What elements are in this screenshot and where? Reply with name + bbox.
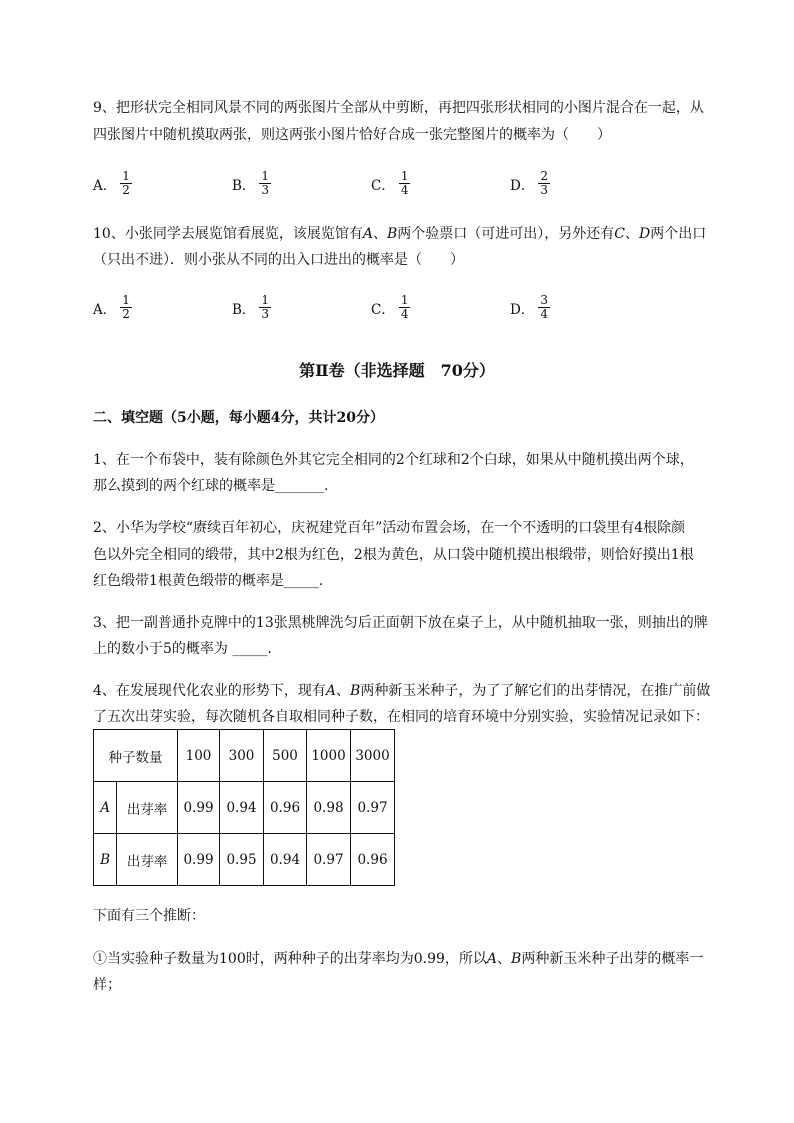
- q9-option-a[interactable]: [93, 170, 132, 197]
- table-cell: 0.97: [307, 834, 351, 886]
- f4-line-1: 4、在发展现代化农业的形势下，现有A、B两种新玉米种子，为了了解它们的出芽情况，在推广前做: [93, 683, 711, 699]
- germination-table: [93, 729, 395, 886]
- table-cell: 0.96: [351, 834, 395, 886]
- q9-option-d[interactable]: [510, 170, 550, 197]
- q10-line-2: （只出不进）．则小张从不同的出入口进出的概率是（ ）: [93, 252, 464, 268]
- table-cell: 0.95: [220, 834, 264, 886]
- q9-line-2: 四张图片中随机摸取两张，则这两张小图片恰好合成一张完整图片的概率为（ ）: [93, 127, 611, 143]
- fraction: $\frac{1}{4}$: [400, 169, 409, 197]
- table-cell: 0.99: [178, 782, 220, 834]
- table-cell: 500: [264, 730, 307, 782]
- table-cell: 出芽率: [117, 834, 178, 886]
- table-cell: 0.94: [264, 834, 307, 886]
- q10-line-1: 10、小张同学去展览馆看展览，该展览馆有A、B两个验票口（可进可出），另外还有C、D两个出口: [93, 226, 707, 242]
- f3-line-1: 3、把一副普通扑克牌中的13张黑桃牌洗匀后正面朝下放在桌子上，从中随机抽取一张，则抽出的牌: [93, 615, 708, 631]
- table-cell: 0.99: [178, 834, 220, 886]
- option-label: A．: [93, 177, 117, 194]
- table-cell: 100: [178, 730, 220, 782]
- q9-line-1: 9、把形状完全相同风景不同的两张图片全部从中剪断，再把四张形状相同的小图片混合在一起，从: [93, 100, 704, 116]
- fraction: $\frac{3}{4}$: [540, 293, 548, 321]
- f2-line-1: 2、小华为学校“赓续百年初心，庆祝建党百年”活动布置会场，在一个不透明的口袋里有4根除颜: [93, 520, 686, 536]
- table-row: [94, 782, 395, 834]
- inferences-intro: 下面有三个推断：: [93, 908, 205, 924]
- option-label: B．: [232, 177, 256, 194]
- part-2-heading: 二、填空题（5小题，每小题4分，共计20分）: [93, 410, 384, 426]
- fraction: $\frac{1}{3}$: [261, 169, 270, 197]
- fraction: $\frac{1}{2}$: [122, 169, 130, 197]
- f2-line-2: 色以外完全相同的缎带，其中2根为红色，2根为黄色，从口袋中随机摸出根缎带，则恰好摸出1根: [93, 547, 694, 563]
- header-seed-count: 种子数量: [94, 730, 178, 782]
- table-cell: 出芽率: [117, 782, 178, 834]
- table-cell: 3000: [351, 730, 395, 782]
- f1-line-1: 1、在一个布袋中，装有除颜色外其它完全相同的2个红球和2个白球，如果从中随机摸出两个球，: [93, 452, 694, 468]
- fraction: $\frac{1}{3}$: [261, 293, 270, 321]
- q10-option-a[interactable]: [93, 294, 132, 321]
- option-label: D．: [510, 301, 535, 318]
- q9-option-c[interactable]: [371, 170, 410, 197]
- fraction: $\frac{1}{2}$: [122, 293, 130, 321]
- q10-option-d[interactable]: [510, 294, 550, 321]
- option-label: B．: [232, 301, 256, 318]
- option-label: A．: [93, 301, 117, 318]
- f4-line-2: 了五次出芽实验，每次随机各自取相同种子数，在相同的培育环境中分别实验，实验情况记录如下：: [93, 709, 709, 725]
- seed-type-cell: B: [94, 834, 117, 886]
- table-row: [94, 834, 395, 886]
- table-cell: 0.97: [351, 782, 395, 834]
- inference-1-line-1: ①当实验种子数量为100时，两种种子的出芽率均为0.99，所以A、B两种新玉米种子出芽的概率一: [93, 951, 704, 967]
- q10-option-c[interactable]: [371, 294, 410, 321]
- f1-line-2: 那么摸到的两个红球的概率是_______.: [93, 478, 329, 494]
- option-label: C．: [371, 177, 395, 194]
- f3-line-2: 上的数小于5的概率为 _____.: [93, 641, 272, 657]
- table-row: [94, 730, 395, 782]
- fraction: $\frac{2}{3}$: [540, 169, 548, 197]
- section-title: 第Ⅱ卷（非选择题 70分）: [299, 361, 495, 380]
- q9-option-b[interactable]: [232, 170, 271, 197]
- option-label: D．: [510, 177, 535, 194]
- table-cell: 300: [220, 730, 264, 782]
- table-cell: 0.98: [307, 782, 351, 834]
- f2-line-3: 红色缎带1根黄色缎带的概率是_____.: [93, 573, 324, 589]
- inference-1-line-2: 样；: [93, 977, 121, 993]
- table-cell: 0.96: [264, 782, 307, 834]
- seed-type-cell: A: [94, 782, 117, 834]
- option-label: C．: [371, 301, 395, 318]
- q10-option-b[interactable]: [232, 294, 271, 321]
- table-cell: 0.94: [220, 782, 264, 834]
- table-cell: 1000: [307, 730, 351, 782]
- fraction: $\frac{1}{4}$: [400, 293, 409, 321]
